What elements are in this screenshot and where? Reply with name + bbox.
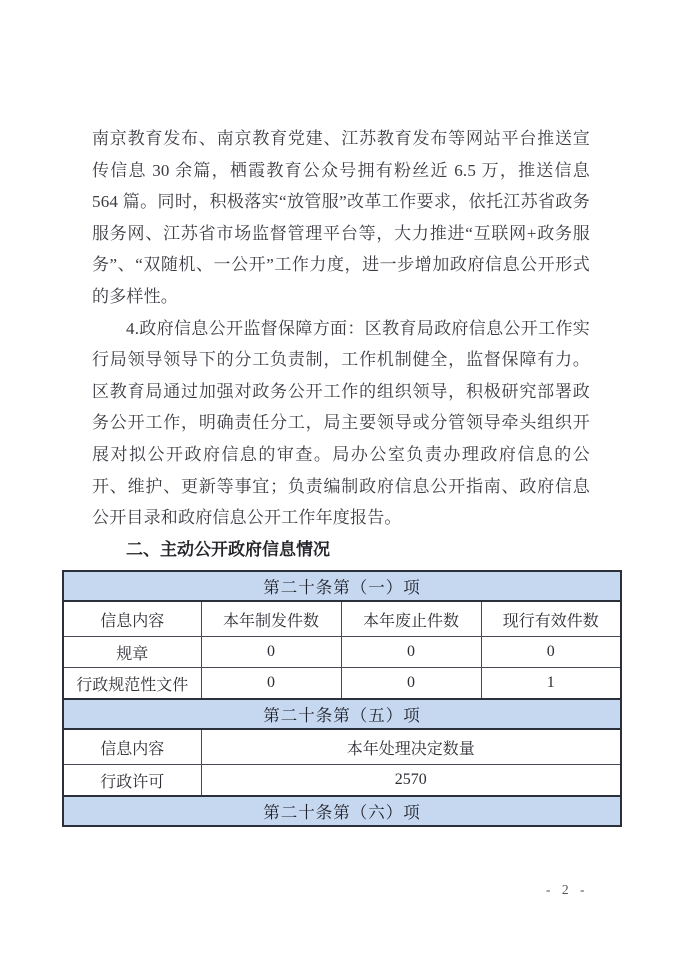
table-section-title: 第二十条第（五）项 [63,699,621,729]
info-disclosure-table [62,570,622,827]
table-row [63,668,621,700]
table-cell: 1 [481,668,621,700]
column-header: 信息内容 [63,601,201,637]
table-section-title: 第二十条第（六）项 [63,796,621,826]
column-header: 本年处理决定数量 [201,729,621,765]
table-cell: 行政许可 [63,765,201,797]
paragraph-supervision-guarantee: 4.政府信息公开监督保障方面：区教育局政府信息公开工作实行局领导领导下的分工负责制，工作机制健全，监督保障有力。区教育局通过加强对政务公开工作的组织领导，积极研究部署政务公开工作，明确责任分工，局主要领导或分管领导牵头组织开展对拟公开政府信息的审查。局办公室负责办理政府信息的公开、维护、更新等事宜；负责编制政府信息公开指南、政府信息公开目录和政府信息公开工作年度报告。 [92,318,590,528]
table-row [63,637,621,668]
column-header: 本年废止件数 [341,601,481,637]
table-cell: 2570 [201,765,621,797]
column-header: 本年制发件数 [201,601,341,637]
table-cell: 0 [201,668,341,700]
column-header: 现行有效件数 [481,601,621,637]
section-heading: 二、主动公开政府信息情况 [126,539,330,559]
paragraph-publicity-channels: 南京教育发布、南京教育党建、江苏教育发布等网站平台推送宣传信息 30 余篇，栖霞教育公众号拥有粉丝近 6.5 万，推送信息 564 篇。同时，积极落实“放管服”改革工作要求，依托江苏省政务服务网、江苏省市场监督管理平台等，大力推进“互联网+政务服务”、“双随机、一公开”工作力度，进一步增加政府信息公开形式的多样性。 [92,129,590,306]
table-section-band [63,699,621,729]
table-header-row [63,601,621,637]
table-cell: 0 [341,637,481,668]
column-header: 信息内容 [63,729,201,765]
body-text [92,123,590,565]
table-cell: 0 [201,637,341,668]
table-cell: 规章 [63,637,201,668]
table-section-title: 第二十条第（一）项 [63,571,621,601]
table-section-band [63,571,621,601]
table-cell: 0 [481,637,621,668]
table-cell: 0 [341,668,481,700]
table-row [63,765,621,797]
table-cell: 行政规范性文件 [63,668,201,700]
table-section-band [63,796,621,826]
page-number: - 2 - [546,882,589,897]
table-header-row [63,729,621,765]
